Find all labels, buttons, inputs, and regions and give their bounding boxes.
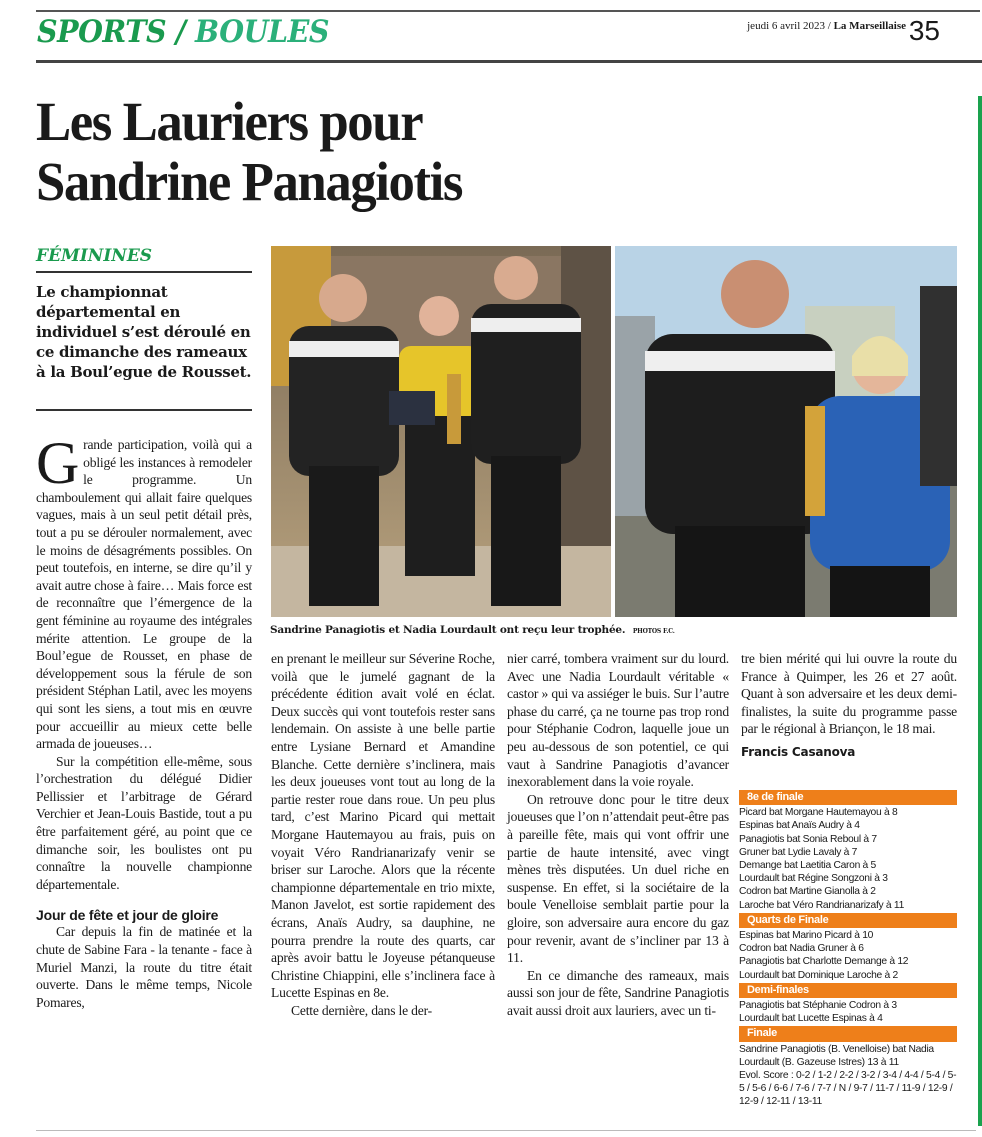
- result-line: Gruner bat Lydie Lavaly à 7: [739, 846, 858, 858]
- paragraph: rande participation, voilà qui a obligé les instances à remodeler le programme. Un chamboulement qui allait faire quelques vagues, mais à un seul petit détail près, tout a pu se dérouler normalement, avec le moins de désagréments possibles. On peut toutefois, en interne, se dire qu’il y avait autre chose à faire… Mais force est de reconnaître que l’émergence de la gent féminine au royaume des intégrales mérite attention. Le groupe de la Boul’egue de Rousset, en phase de développement sous la férule de son président Stéphan Latil, avec les moyens qui sont les siens, a tout mis en œuvre pour accueillir au mieux cette belle armada de joueuses…: [36, 437, 252, 752]
- result-line: Espinas bat Marino Picard à 10: [739, 930, 874, 942]
- paragraph: nier carré, tombera vraiment sur du lourd. Avec une Nadia Lourdault véritable « castor » qui va assiéger le buis. Sur l’autre phase du carré, ça ne tourne pas trop rond pour Stéphanie Codron, laquelle joue un peu au-dessous de son potentiel, ce qui vaut à Sandrine Panagiotis d’avancer inexorablement dans la voie royale.: [507, 651, 729, 790]
- kicker: FÉMININES: [36, 246, 153, 266]
- article-column-4: [741, 650, 957, 762]
- dateline: [747, 20, 906, 32]
- headline-line-1: Les Lauriers pour: [36, 91, 423, 152]
- photo-image: [615, 246, 957, 617]
- bottom-rule: [36, 1130, 976, 1131]
- article-column-2: [271, 650, 495, 1019]
- issue-date: jeudi 6 avril 2023 /: [747, 20, 831, 32]
- paragraph: En ce dimanche des rameaux, mais aussi son jour de fête, Sandrine Panagiotis avait aussi droit aux lauriers, avec un ti-: [507, 967, 729, 1018]
- results-heading: 8e de finale: [739, 790, 957, 805]
- results-heading: Demi-finales: [739, 983, 957, 998]
- intro-rule: [36, 409, 252, 411]
- result-line: Panagiotis bat Stéphanie Codron à 3: [739, 1000, 897, 1012]
- result-line: Picard bat Morgane Hautemayou à 8: [739, 807, 898, 819]
- result-line: Espinas bat Anaïs Audry à 4: [739, 820, 860, 832]
- result-line: Sandrine Panagiotis (B. Venelloise) bat Nadia Lourdault (B. Gazeuse Istres) 13 à 11: [739, 1043, 934, 1068]
- results-heading: Finale: [739, 1026, 957, 1041]
- kicker-rule: [36, 271, 252, 273]
- result-line: Demange bat Laetitia Caron à 5: [739, 860, 876, 872]
- result-line: Lourdault bat Lucette Espinas à 4: [739, 1013, 883, 1025]
- green-margin-bar: [978, 96, 982, 1126]
- subheading: Jour de fête et jour de gloire: [36, 907, 219, 924]
- result-line: Lourdault bat Régine Songzoni à 3: [739, 873, 888, 885]
- photo-caption: [270, 624, 675, 636]
- result-line: Codron bat Martine Gianolla à 2: [739, 886, 876, 898]
- section-boules: BOULES: [195, 14, 330, 50]
- byline: Francis Casanova: [741, 744, 856, 759]
- photo-trophy-group: [271, 246, 611, 617]
- caption-text: Sandrine Panagiotis et Nadia Lourdault ont reçu leur trophée.: [270, 624, 626, 636]
- result-line: Panagiotis bat Charlotte Demange à 12: [739, 956, 909, 968]
- drop-cap: G: [36, 430, 80, 496]
- paragraph: On retrouve donc pour le titre deux joueuses que l’on n’attendait peut-être pas à pareille fête, mais qui vont offrir une partie de haute intensité, avec vingt mènes très disputées. Un duel riche en suspense. En effet, si la sociétaire de la boule Venelloise semblait partie pour la gloire, son adversaire aura encore du gaz pour revenir, avant de s’incliner par 13 à 11.: [507, 791, 729, 966]
- top-rule: [36, 10, 980, 12]
- intro-lede: Le championnat départemental en individuel s’est déroulé en ce dimanche des rameaux à la Boul’egue de Rousset.: [36, 283, 252, 381]
- paragraph: Sur la compétition elle-même, sous l’orchestration du délégué Didier Pellissier et l’arbitrage de Gérard Verchier et Jean-Louis Bastide, tout a pu être parfaitement géré, au point que ce dimanche soir, les boulistes ont pu connaître la nouvelle championne départementale.: [36, 753, 252, 892]
- result-line: Laroche bat Véro Randrianarizafy à 11: [739, 899, 905, 911]
- paragraph: en prenant le meilleur sur Séverine Roche, voilà que le jumelé gagnant de la précédente édition avait volé en éclat. Deux succès qui vont toutefois rester sans lendemain. On assiste à une belle partie entre Lysiane Bernard et Amandine Blanche. Cette dernière s’inclinera, mais les deux joueuses vont tout au long de la partie rester roue dans roue. Un peu plus tard, c’est Marino Picard qui mettait Morgane Hautemayou au frais, puis on voyait Véro Randrianarizafy venir se briser sur Laroche. Alors que la récente championne départementale en trio mixte, Manon Javelot, est sortie rapidement des écrans, Anaïs Audry, sa dauphine, ne pourra prendre la route des quarts, car après avoir battu le Joyeuse pétanqueuse Christine Chiappini, elle s’inclinera face à Lucette Espinas en 8e.: [271, 651, 495, 1001]
- article-column-3: [507, 650, 729, 1019]
- score-evolution: Evol. Score : 0-2 / 1-2 / 2-2 / 3-2 / 3-4 / 4-4 / 5-4 / 5-5 / 5-6 / 6-6 / 7-6 / 7-7 / N / 9-7 / 11-7 / 11-9 / 12-9 / 12-9 / 12-11 / 13-11: [739, 1070, 957, 1108]
- photo-credit: PHOTOS F.C.: [632, 628, 675, 635]
- header-rule: [36, 60, 982, 63]
- newspaper-name: La Marseillaise: [833, 20, 906, 32]
- result-line: Panagiotis bat Sonia Reboul à 7: [739, 833, 877, 845]
- page-number: 35: [908, 15, 940, 46]
- section-title: [37, 14, 329, 50]
- results-box: [739, 789, 957, 1109]
- photo-image: [271, 246, 611, 617]
- section-sports: SPORTS /: [37, 14, 186, 50]
- results-heading: Quarts de Finale: [739, 913, 957, 928]
- paragraph: Cette dernière, dans le der-: [291, 1002, 432, 1018]
- paragraph: Car depuis la fin de matinée et la chute de Sabine Fara - la tenante - face à Muriel Manzi, la route du titre était ouverte. Dans le même temps, Nicole Pomares,: [36, 924, 252, 1010]
- result-line: Codron bat Nadia Gruner à 6: [739, 943, 864, 955]
- headline-line-2: Sandrine Panagiotis: [36, 151, 462, 212]
- result-line: Lourdault bat Dominique Laroche à 2: [739, 969, 898, 981]
- headline: [36, 92, 462, 212]
- paragraph: tre bien mérité qui lui ouvre la route du France à Quimper, les 26 et 27 août. Quant à son adversaire et les deux demi-finalistes, la suite du programme passe par le régional à Briançon, le 18 mai.: [741, 651, 957, 737]
- photo-finalists: [615, 246, 957, 617]
- article-column-1: [36, 430, 252, 1011]
